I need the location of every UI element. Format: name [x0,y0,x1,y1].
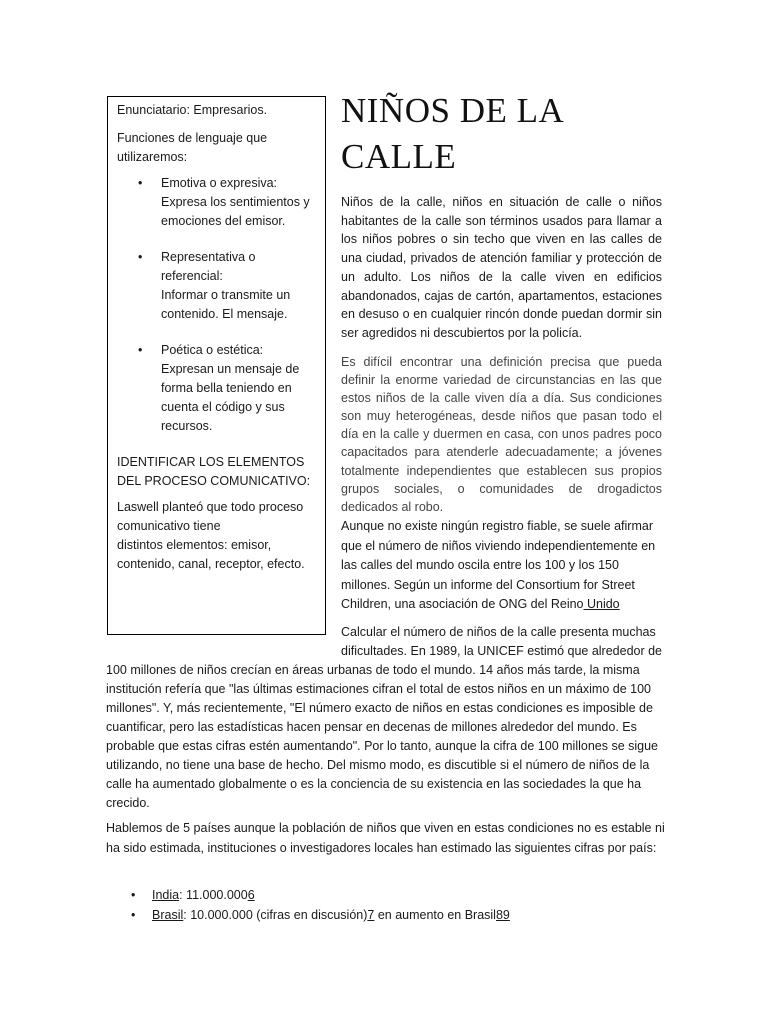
function-description: Expresa los sentimientos y emociones del emisor. [161,195,310,228]
difficulty-paragraph: Es difícil encontrar una definición precisa que pueda definir la enorme variedad de circunstancias en las que estos niños de la calle viven día a día. Sus condiciones son muy heterogéneas, desde niños que pasan todo el día en la calle y duermen en casa, con unos padres poco capacitados para atenderle adecuadamente; a jóvenes totalmente independientes que establecen sus propios grupos sociales, o comunidades de drogadictos dedicados al robo. [341,355,662,514]
function-name: • Representativa o referencial: [161,250,256,283]
definition-paragraph: Niños de la calle, niños en situación de calle o niños habitantes de la calle son términos usados para llamar a los niños pobres o sin techo que viven en las calles de una ciudad, privados de atención familiar y protección de un adulto. Los niños de la calle viven en edificios abandonados, cajas de cartón, apartamentos, estaciones en desuso o en cualquier rincón donde puedan dormir sin ser agredidos ni descubiertos por la policía. [341,195,662,340]
countries-list [106,885,666,925]
footnote-link[interactable]: Unido [583,597,620,611]
laswell-line: distintos elementos: emisor, contenido, canal, receptor, efecto. [117,538,305,571]
list-item [106,905,666,925]
footnote-link[interactable]: 6 [247,888,255,902]
list-item [161,248,317,324]
country-value: : 10.000.000 (cifras en discusión) [183,908,368,922]
country-link[interactable]: Brasil [152,908,184,922]
laswell-paragraph [117,498,317,574]
registry-paragraph [341,517,662,615]
footnote-link[interactable]: 7 [367,908,375,922]
country-link[interactable]: India [152,888,180,902]
page-title: NIÑOS DE LA CALLE [341,91,563,176]
functions-intro: Funciones de lenguaje que utilizaremos: [117,131,268,164]
estimate-line: Calcular el número de niños de la calle presenta muchas [341,625,656,639]
laswell-line: Laswell planteó que todo proceso comunicativo tiene [117,500,304,533]
list-item [106,885,666,905]
footnote-link[interactable]: 89 [495,908,510,922]
country-value: : 11.000.000 [179,888,248,902]
language-functions-list [117,174,317,436]
list-item [161,174,317,231]
estimate-line: dificultades. En 1989, la UNICEF estimó que alrededor de [341,644,663,658]
recipient-line: Enunciatario: Empresarios. [117,103,268,117]
estimate-paragraph [106,623,666,813]
function-description: Informar o transmite un contenido. El mensaje. [161,288,291,321]
function-description: Expresan un mensaje de forma bella teniendo en cuenta el código y sus recursos. [161,362,300,433]
country-note: en aumento en Brasil [374,908,496,922]
sidebar-box [107,96,326,635]
estimate-rest: 100 millones de niños crecían en áreas urbanas de todo el mundo. 14 años más tarde, la misma institución refería que "las últimas estimaciones cifran el total de estos niños en un máximo de 100 millones". Y, más recientemente, "El número exacto de niños en estas condiciones es imposible de cuantificar, pero las estadísticas hacen pensar en decenas de millones alrededor del mundo. Es probable que estas cifras estén aumentando". Por lo tanto, aunque la cifra de 100 millones se sigue utilizando, no tiene una base de hecho. Del mismo modo, es discutible si el número de niños de la calle ha aumentado globalmente o es la conciencia de su existencia en las sociedades la que ha crecido. [106,663,659,810]
function-name: • Poética o estética: [161,343,264,357]
list-item [161,341,317,436]
registry-text: Aunque no existe ningún registro fiable, se suele afirmar que el número de niños viviendo independientemente en las calles del mundo oscila entre los 100 y los 150 millones. Según un informe del Consortium for Street Children, una asociación de ONG del Reino [341,519,656,611]
function-name: • Emotiva o expresiva: [161,176,278,190]
identify-heading: IDENTIFICAR LOS ELEMENTOS DEL PROCESO COMUNICATIVO: [117,455,311,488]
countries-intro: Hablemos de 5 países aunque la población de niños que viven en estas condiciones no es estable ni ha sido estimada, instituciones o investigadores locales han estimado las siguientes cifras por país: [106,821,665,855]
